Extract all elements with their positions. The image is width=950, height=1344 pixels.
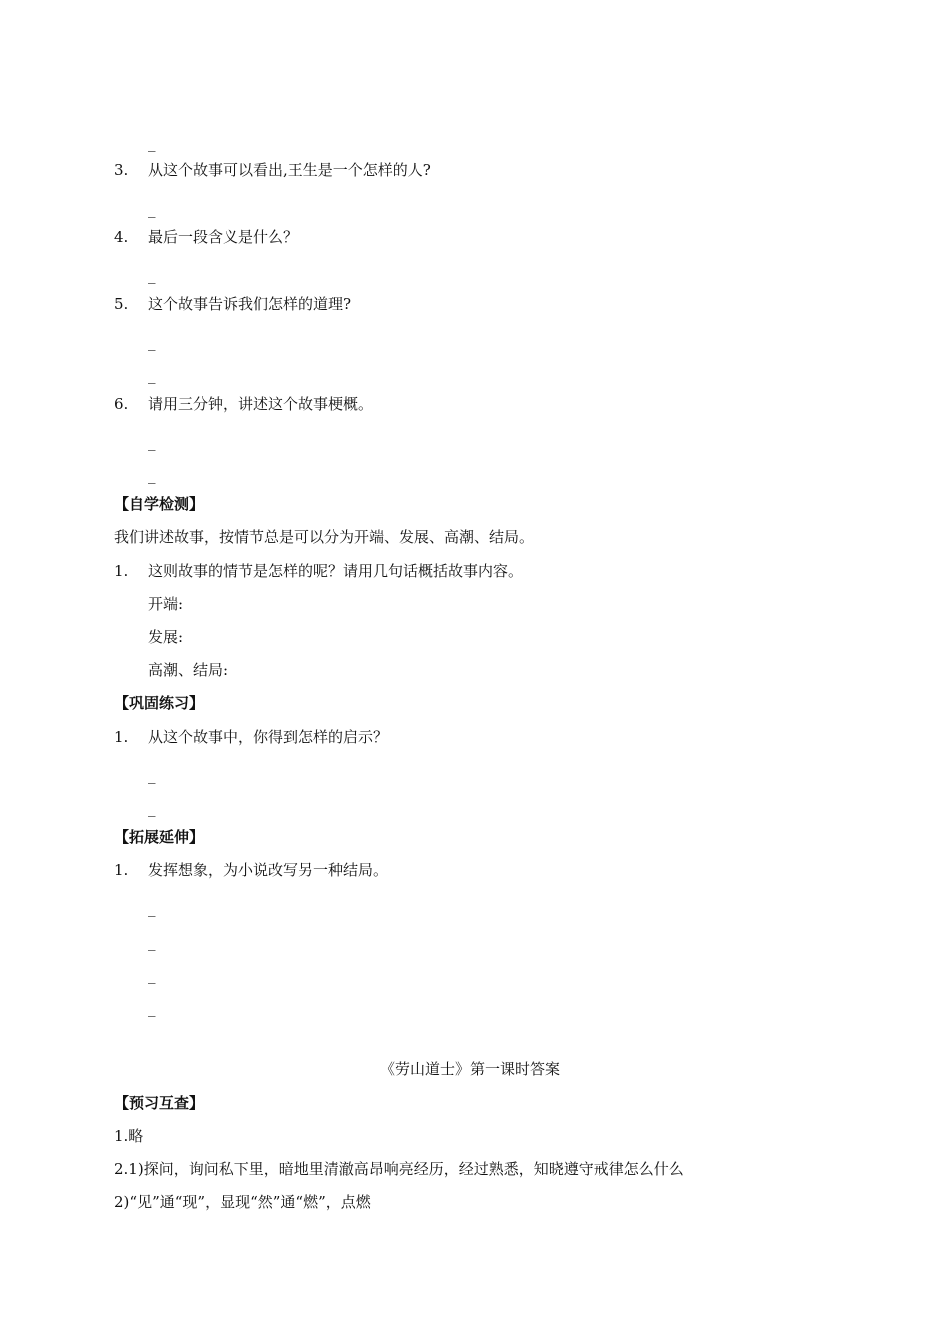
question-text: 最后一段含义是什么？ [148,228,299,246]
section-intro: 我们讲述故事，按情节总是可以分为开端、发展、高潮、结局。 [114,528,535,546]
answer-blank-line: _ [148,966,156,984]
question-text: 请用三分钟，讲述这个故事梗概。 [148,395,374,413]
section-heading-answers: 【预习互查】 [114,1094,205,1112]
answer-line: 2.1)探问，询问私下里，暗地里清澈高昂响亮经历，经过熟悉，知晓遵守戒律怎么什么 [114,1160,684,1178]
question-number: 1. [114,728,129,746]
question-text: 从这个故事中，你得到怎样的启示？ [148,728,389,746]
question-text: 发挥想象，为小说改写另一种结局。 [148,861,389,879]
answer-blank-line: _ [148,799,156,817]
answer-line: 1.略 [114,1127,144,1145]
question-number: 6. [114,395,129,413]
section-heading-practice: 【巩固练习】 [114,694,205,712]
question-text: 这个故事告诉我们怎样的道理? [148,295,352,313]
question-number: 4. [114,228,129,246]
question-number: 5. [114,295,129,313]
question-number: 1. [114,562,129,580]
plot-part-label: 高潮、结局: [148,661,229,679]
question-number: 1. [114,861,129,879]
section-heading-self-check: 【自学检测】 [114,495,205,513]
answer-blank-line: _ [148,466,156,484]
answer-line: 2)“见”通“现”，显现“然”通“燃”，点燃 [114,1193,371,1211]
plot-part-label: 开端: [148,595,184,613]
answer-blank-line: _ [148,333,156,351]
answer-blank-line: _ [148,933,156,951]
answer-blank-line: _ [148,266,156,284]
question-number: 3. [114,161,129,179]
answer-title: 《劳山道士》第一课时答案 [380,1060,561,1078]
answer-blank-line: _ [148,433,156,451]
answer-blank-line: _ [148,366,156,384]
question-text: 这则故事的情节是怎样的呢？请用几句话概括故事内容。 [148,562,524,580]
question-text: 从这个故事可以看出,王生是一个怎样的人? [148,161,431,179]
answer-blank-line: _ [148,899,156,917]
section-heading-extension: 【拓展延伸】 [114,828,205,846]
answer-blank-line: _ [148,766,156,784]
answer-blank-line: _ [148,999,156,1017]
plot-part-label: 发展: [148,628,184,646]
answer-blank-line: _ [148,200,156,218]
answer-blank-line: _ [148,134,156,152]
